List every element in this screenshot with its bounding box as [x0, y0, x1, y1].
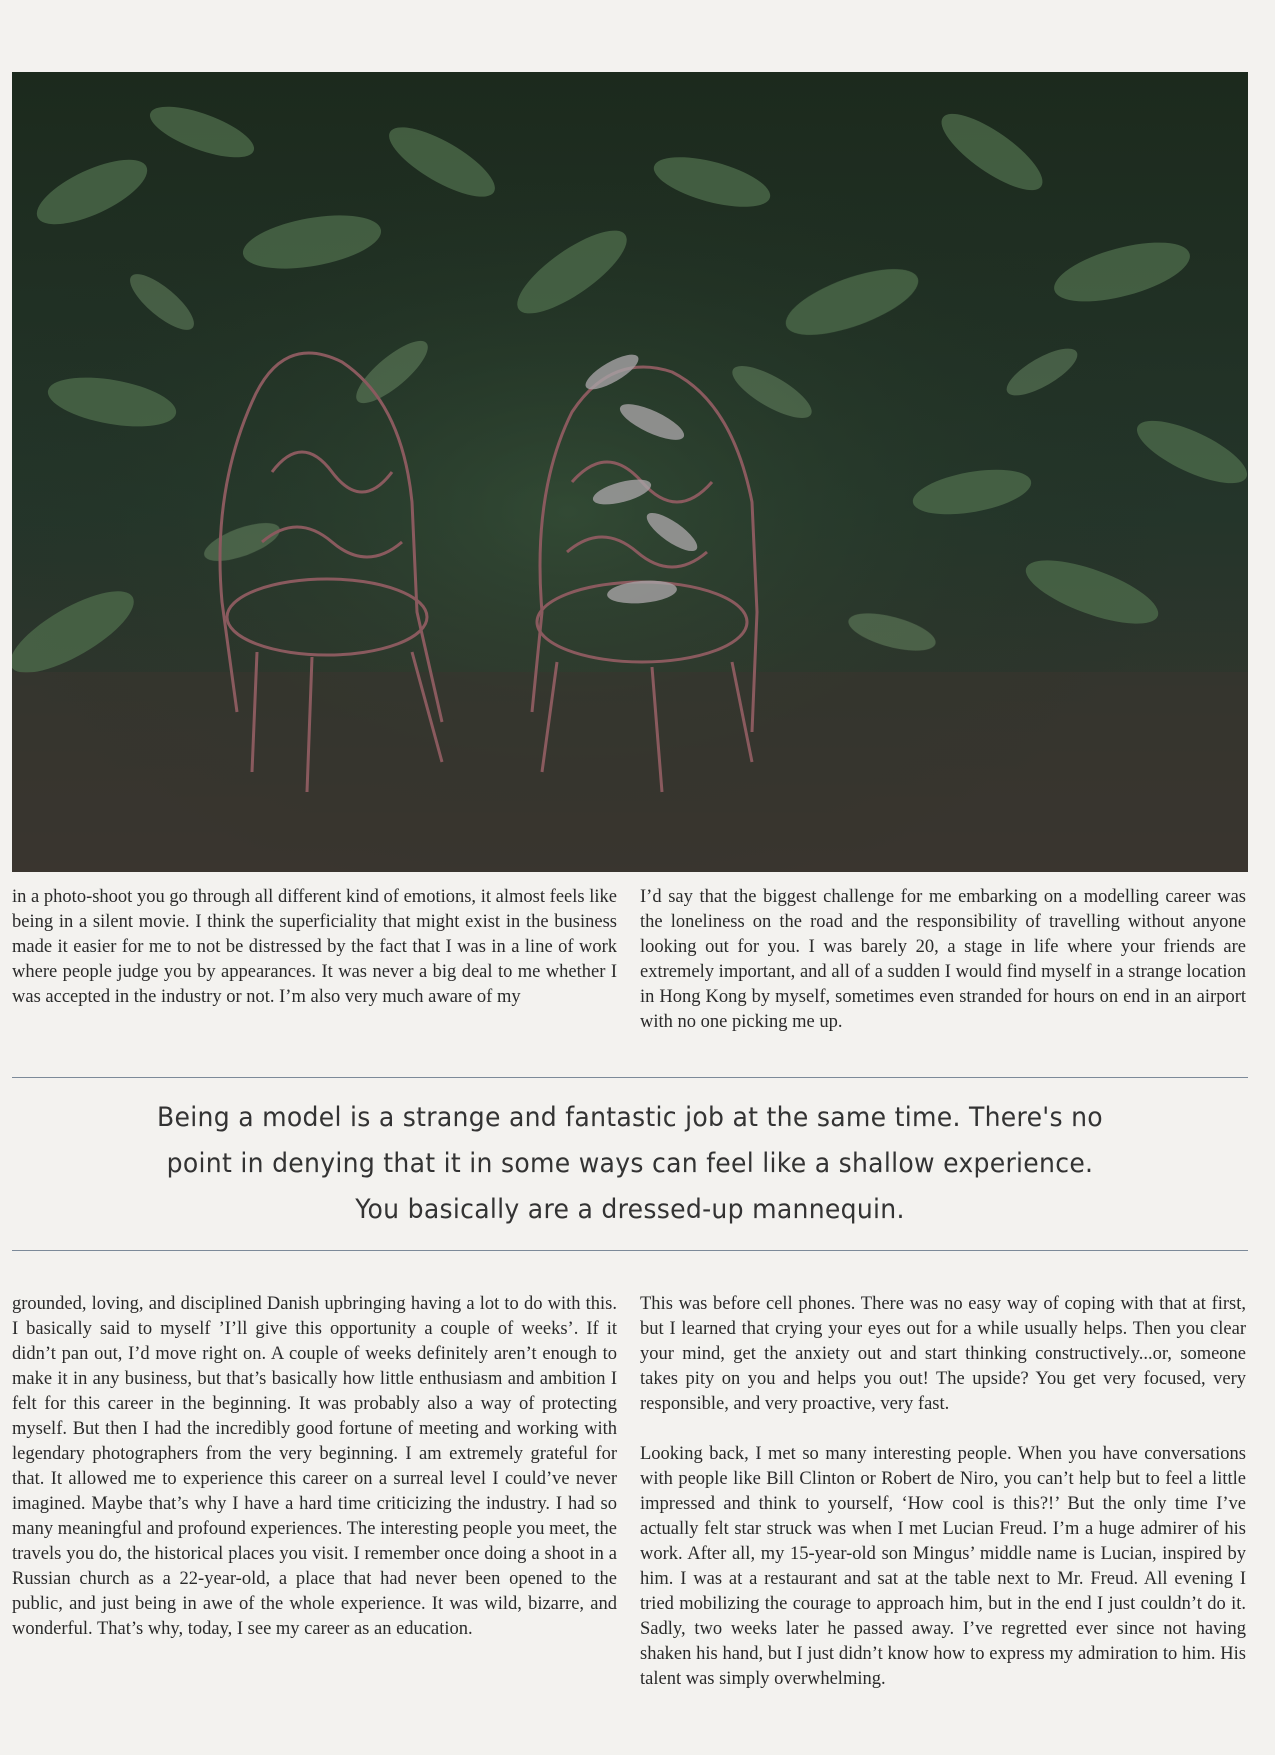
pull-quote-line: Being a model is a strange and fantastic job at the same time. There's no — [157, 1102, 1103, 1133]
column-top-left — [12, 885, 617, 1010]
pull-quote-line: You basically are a dressed-up mannequin. — [355, 1194, 905, 1225]
column-bottom-left — [12, 1292, 617, 1642]
garden-chairs-photo — [12, 72, 1248, 872]
divider-top — [12, 1077, 1248, 1078]
photo-illustration — [12, 72, 1248, 872]
column-bottom-right — [640, 1292, 1246, 1692]
paragraph: Looking back, I met so many interesting people. When you have conversations with people like Bill Clinton or Robert de Niro, you can’t help but to feel a little impressed and think to yourself, ‘How cool is this?!’ But the only time I’ve actually felt star struck was when I met Lucian Freud. I’m a huge admirer of his work. After all, my 15-year-old son Mingus’ middle name is Lucian, inspired by him. I was at a restaurant and sat at the table next to Mr. Freud. All evening I tried mobilizing the courage to approach him, but in the end I just couldn’t do it. Sadly, two weeks later he passed away. I’ve regretted ever since not having shaken his hand, but I just didn’t know how to express my admiration to him. His talent was simply overwhelming. — [640, 1444, 1246, 1689]
paragraph: I’d say that the biggest challenge for me embarking on a modelling career was the loneliness on the road and the responsibility of travelling without anyone looking out for you. I was barely 20, a stage in life where your friends are extremely important, and all of a sudden I would find myself in a strange location in Hong Kong by myself, sometimes even stranded for hours on end in an airport with no one picking me up. — [640, 887, 1246, 1032]
column-top-right — [640, 885, 1246, 1035]
divider-bottom — [12, 1250, 1248, 1251]
paragraph: in a photo-shoot you go through all different kind of emotions, it almost feels like being in a silent movie. I think the superficiality that might exist in the business made it easier for me to not be distressed by the fact that I was in a line of work where people judge you by appearances. It was never a big deal to me whether I was accepted in the industry or not. I’m also very much aware of my — [12, 887, 617, 1007]
paragraph: grounded, loving, and disciplined Danish upbringing having a lot to do with this. I basically said to myself ’I’ll give this opportunity a couple of weeks’. If it didn’t pan out, I’d move right on. A couple of weeks definitely aren’t enough to make it in any business, but that’s basically how little enthusiasm and ambition I felt for this career in the beginning. It was probably also a way of protecting myself. But then I had the incredibly good fortune of meeting and working with legendary photographers from the very beginning. I am extremely grateful for that. It allowed me to experience this career on a surreal level I could’ve never imagined. Maybe that’s why I have a hard time criticizing the industry. I had so many meaningful and profound experiences. The interesting people you meet, the travels you do, the historical places you visit. I remember once doing a shoot in a Russian church as a 22-year-old, a place that had never been opened to the public, and just being in awe of the whole experience. It was wild, bizarre, and wonderful. That’s why, today, I see my career as an education. — [12, 1294, 617, 1639]
pull-quote-line: point in denying that it in some ways can feel like a shallow experience. — [166, 1148, 1094, 1179]
paragraph: This was before cell phones. There was no easy way of coping with that at first, but I learned that crying your eyes out for a while usually helps. Then you clear your mind, get the anxiety out and start thinking constructively...or, someone takes pity on you and helps you out! The upside? You get very focused, very responsible, and very proactive, very fast. — [640, 1294, 1246, 1414]
pull-quote — [81, 1095, 1178, 1233]
